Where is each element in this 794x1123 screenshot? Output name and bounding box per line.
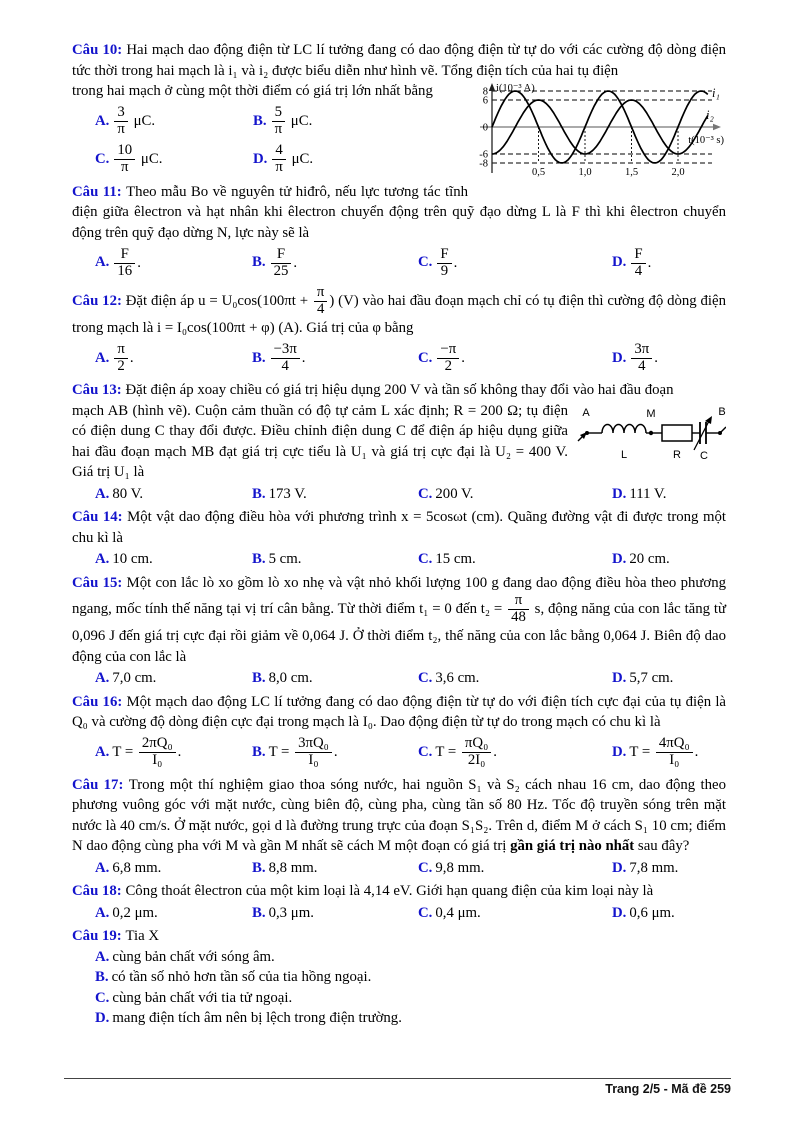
svg-text:0: 0 [482,122,488,134]
option-letter: C. [418,485,433,502]
question-16-options [72,734,726,772]
svg-text:B: B [718,405,726,418]
option-b: B. 0,3 μm. [252,904,314,921]
option-letter: D. [612,744,627,761]
option-letter: A. [95,670,110,687]
fraction: $\frac{F}{4}$ [631,247,645,280]
option-b: B. 8,0 cm. [252,670,313,687]
option-d: D. 0,6 μm. [612,904,675,921]
svg-text:A: A [582,406,590,419]
circuit-svg [576,403,726,461]
page-footer [64,1078,731,1096]
option-a: A. 10 cm. [95,551,153,568]
option-letter: C. [95,150,110,167]
option-c: C. 9,8 mm. [418,859,485,876]
option-letter: A. [95,112,110,129]
option-letter: D. [612,904,627,921]
question-14-options [72,549,726,570]
question-12-options [72,339,726,377]
option-letter: B. [252,485,266,502]
fraction: $\frac{-\pi}{2}$ [437,342,459,375]
question-19 [72,926,726,1029]
question-12-text: Câu 12: Đặt điện áp u = U₀cos(100πt + $\frac{\pi}{4}$ ) (V) vào hai đầu đoạn mạch chỉ có tụ điện thì cường độ dòng điện trong mạch là i = I₀cos(100πt + φ) (A). Giá trị của φ bằng [72,284,727,336]
option-letter: B. [252,744,266,761]
question-15-options [72,668,726,689]
option-letter: D. [612,859,627,876]
question-14-text: Câu 14: Một vật dao động điều hòa với phương trình x = 5cosωt (cm). Quãng đường vật đi được trong một chu kì là [72,509,726,546]
option-letter: C. [418,904,433,921]
svg-text:-8: -8 [479,158,488,170]
footer-page-indicator: Trang 2/5 - Mã đề 259 [605,1082,731,1096]
option-letter: B. [252,551,266,568]
option-c: C. T = $\frac{\text{πQ₀}}{\text{2I₀}}$ . [418,735,497,769]
question-11-options [72,244,726,282]
option-d: D. 7,8 mm. [612,859,679,876]
fraction: $\frac{\pi}{48}$ [508,593,529,626]
question-18 [72,881,726,923]
option-letter: D. [612,670,627,687]
question-10-options [72,103,468,179]
fraction: $\frac{F}{16}$ [114,247,135,280]
svg-text:1,0: 1,0 [578,167,592,178]
option-a: A. $\frac{3}{\pi}$ μC. [95,104,156,137]
option-d: D. 111 V. [612,485,667,502]
option-letter: B. [252,670,266,687]
option-letter: A. [95,254,110,271]
question-19-text: Câu 19: Tia X [72,928,160,945]
question-15-text: Câu 15: Một con lắc lò xo gồm lò xo nhẹ và vật nhỏ khối lượng 100 g đang dao động điều hòa theo phương ngang, mốc tính thế năng tại vị trí cân bằng. Từ thời điểm t₁ = 0 đến t₂ = $\frac{\pi}{48}$ s, động năng của con lắc tăng từ 0,096 J đến giá trị cực đại rồi giảm về 0,064 J. Ở thời điểm t₂, thế năng của con lắc bằng 0,064 J. Biên độ dao động của con lắc là [72,574,727,665]
option-letter: B. [252,904,266,921]
option-letter: A. [95,948,110,965]
question-12-number: Câu 12: [72,292,126,309]
question-16 [72,692,726,772]
option-letter: A. [95,551,110,568]
question-12 [72,285,726,377]
question-14 [72,507,726,570]
fraction: $\frac{\text{3πQ₀}}{\text{I₀}}$ [295,736,332,769]
graph-svg [472,81,726,191]
fraction: $\frac{10}{\pi}$ [114,143,135,176]
svg-text:i(10⁻³ A): i(10⁻³ A) [496,83,535,94]
svg-text:8: 8 [482,86,488,98]
rlc-circuit-diagram [576,403,726,461]
fraction: $\frac{\pi}{2}$ [114,342,127,375]
question-10 [72,40,726,179]
option-c: C. cùng bản chất với tia tử ngoại. [95,989,293,1006]
svg-text:1,5: 1,5 [624,167,639,178]
option-b: B. 5 cm. [252,551,302,568]
fraction: $\frac{\text{4πQ₀}}{\text{I₀}}$ [656,736,693,769]
option-letter: D. [612,485,627,502]
svg-text:L: L [620,448,628,461]
fraction: $\frac{F}{25}$ [271,247,292,280]
question-16-number: Câu 16: [72,693,127,710]
exam-page-content [72,40,726,1032]
option-letter: C. [95,989,110,1006]
fraction: $\frac{-3\pi}{4}$ [271,342,300,375]
option-c: C. 3,6 cm. [418,670,480,687]
option-letter: A. [95,859,110,876]
option-letter: A. [95,744,110,761]
option-b: B. T = $\frac{\text{3πQ₀}}{\text{I₀}}$ . [252,735,338,769]
option-a: A. 0,2 μm. [95,904,158,921]
option-letter: A. [95,349,110,366]
option-letter: B. [252,349,266,366]
option-c: C. $\frac{-\pi}{2}$ . [418,340,465,374]
question-14-number: Câu 14: [72,509,128,526]
option-a: A. 6,8 mm. [95,859,162,876]
question-17-text: Câu 17: Trong một thí nghiệm giao thoa sóng nước, hai nguồn S₁ và S₂ cách nhau 16 cm, dao động theo phương vuông góc với mặt nước, cùng biên độ, cùng pha, cùng tần số 80 Hz. Tốc độ truyền sóng trên mặt nước là 40 cm/s. Ở mặt nước, gọi d là đường trung trực của đoạn S₁S₂. Trên d, điểm M ở cách S₁ 10 cm; điểm N dao động cùng pha với M và gần M nhất sẽ cách M một đoạn có giá trị gần giá trị nào nhất sau đây? [72,776,727,855]
question-13-text: Câu 13: Đặt điện áp xoay chiều có giá trị hiệu dụng 200 V và tần số không thay đổi vào hai đầu đoạn [72,382,674,399]
option-letter: D. [612,551,627,568]
option-d: D. $\frac{4}{\pi}$ μC. [253,142,314,175]
option-b: B. $\frac{F}{25}$ . [252,245,298,279]
option-letter: B. [252,254,266,271]
option-d: D. 5,7 cm. [612,670,674,687]
svg-text:C: C [700,449,708,461]
option-letter: C. [418,349,433,366]
option-c: C. $\frac{10}{\pi}$ μC. [95,142,163,175]
svg-text:6: 6 [482,95,488,107]
option-a: A. 80 V. [95,485,144,502]
question-18-options [72,903,726,924]
option-a: A. T = $\frac{\text{2πQ₀}}{\text{I₀}}$ . [95,735,182,769]
question-11-text: Câu 11: Theo mẫu Bo về nguyên tử hiđrô, nếu lực tương tác tĩnh điện giữa êlectron và hạt nhân khi êlectron chuyển động trên quỹ đạo dừng L là F thì khi êlectron chuyển động trên quỹ đạo dừng N, lực này sẽ là [72,183,726,241]
option-b: B. 173 V. [252,485,307,502]
question-11 [72,182,726,283]
option-c: C. 0,4 μm. [418,904,481,921]
option-a: A. $\frac{\pi}{2}$ . [95,340,134,374]
option-letter: D. [253,150,268,167]
option-letter: B. [95,969,109,986]
option-letter: B. [252,859,266,876]
option-letter: C. [418,859,433,876]
fraction: $\frac{3\pi}{4}$ [631,342,652,375]
fraction: $\frac{4}{\pi}$ [272,143,285,176]
question-15-number: Câu 15: [72,574,127,591]
svg-text:i₁: i₁ [712,86,720,100]
option-c: C. 15 cm. [418,551,476,568]
option-a: A. cùng bản chất với sóng âm. [95,948,275,965]
option-a: A. 7,0 cm. [95,670,157,687]
question-19-number: Câu 19: [72,928,126,945]
question-10-number: Câu 10: [72,42,127,58]
question-15 [72,573,726,689]
option-letter: D. [612,254,627,271]
question-18-text: Câu 18: Công thoát êlectron của một kim loại là 4,14 eV. Giới hạn quang điện của kim loại này là [72,883,654,900]
fraction: $\frac{F}{9}$ [437,247,451,280]
fraction: $\frac{5}{\pi}$ [272,105,285,138]
option-letter: C. [418,254,433,271]
question-17 [72,775,726,879]
option-letter: A. [95,485,110,502]
question-11-number: Câu 11: [72,183,127,200]
question-10-text: Câu 10: Hai mạch dao động điện từ LC lí tưởng đang có dao động điện từ tự do với các cường độ dòng điện tức thời trong hai mạch là i₁ và i₂ được biểu diễn như hình vẽ. Tổng điện tích của hai tụ điện [72,42,726,79]
option-letter: C. [418,670,433,687]
option-d: D. mang điện tích âm nên bị lệch trong điện trường. [95,1010,402,1027]
svg-text:R: R [673,448,681,461]
option-b: B. $\frac{5}{\pi}$ μC. [253,104,313,137]
option-c: C. $\frac{F}{9}$ . [418,245,458,279]
option-d: D. T = $\frac{\text{4πQ₀}}{\text{I₀}}$ . [612,735,699,769]
svg-text:M: M [646,407,656,420]
svg-text:i₂: i₂ [706,108,714,122]
question-17-options [72,858,726,879]
option-b: B. 8,8 mm. [252,859,318,876]
svg-text:0,5: 0,5 [531,167,546,178]
option-d: D. $\frac{3\pi}{4}$ . [612,340,658,374]
option-letter: C. [418,744,433,761]
option-letter: D. [95,1010,110,1027]
svg-text:-6: -6 [479,149,488,161]
option-d: D. 20 cm. [612,551,670,568]
option-letter: C. [418,551,433,568]
fraction: $\frac{\text{2πQ₀}}{\text{I₀}}$ [139,736,176,769]
fraction: $\frac{\pi}{4}$ [314,285,327,318]
option-c: C. 200 V. [418,485,474,502]
option-b: B. $\frac{-3\pi}{4}$ . [252,340,306,374]
option-b: B. có tần số nhỏ hơn tần số của tia hồng ngoại. [95,969,372,986]
question-13-text: mạch AB (hình vẽ). Cuộn cảm thuần có độ tự cảm L xác định; R = 200 Ω; tụ điện có điện dung C thay đổi được. Điều chỉnh điện dung C để điện áp hiệu dụng giữa hai đầu đoạn mạch MB đạt giá trị cực tiểu là U₁ và giá trị cực đại là U₂ = 400 V. Giá trị U₁ là [72,402,568,481]
option-letter: D. [612,349,627,366]
question-10-text: trong hai mạch ở cùng một thời điểm có giá trị lớn nhất bằng [72,83,433,99]
option-d: D. $\frac{F}{4}$ . [612,245,652,279]
question-19-options [72,947,726,1029]
question-18-number: Câu 18: [72,883,126,900]
fraction: $\frac{\text{πQ₀}}{\text{2I₀}}$ [462,736,491,769]
question-13-number: Câu 13: [72,382,126,399]
option-letter: B. [253,112,267,129]
option-letter: A. [95,904,110,921]
option-a: A. $\frac{F}{16}$ . [95,245,141,279]
fraction: $\frac{3}{\pi}$ [114,105,127,138]
svg-text:2,0: 2,0 [671,167,685,178]
question-13-options [72,484,726,505]
current-waveform-graph [472,81,726,191]
svg-text:t(10⁻³ s): t(10⁻³ s) [688,135,724,146]
question-17-number: Câu 17: [72,776,129,793]
question-16-text: Câu 16: Một mạch dao động LC lí tưởng đang có dao động điện từ tự do với điện tích cực đại của tụ điện là Q₀ và cường độ dòng điện cực đại trong mạch là I₀. Dao động điện từ tự do trong mạch có chu kì là [72,693,726,731]
question-13 [72,380,726,504]
